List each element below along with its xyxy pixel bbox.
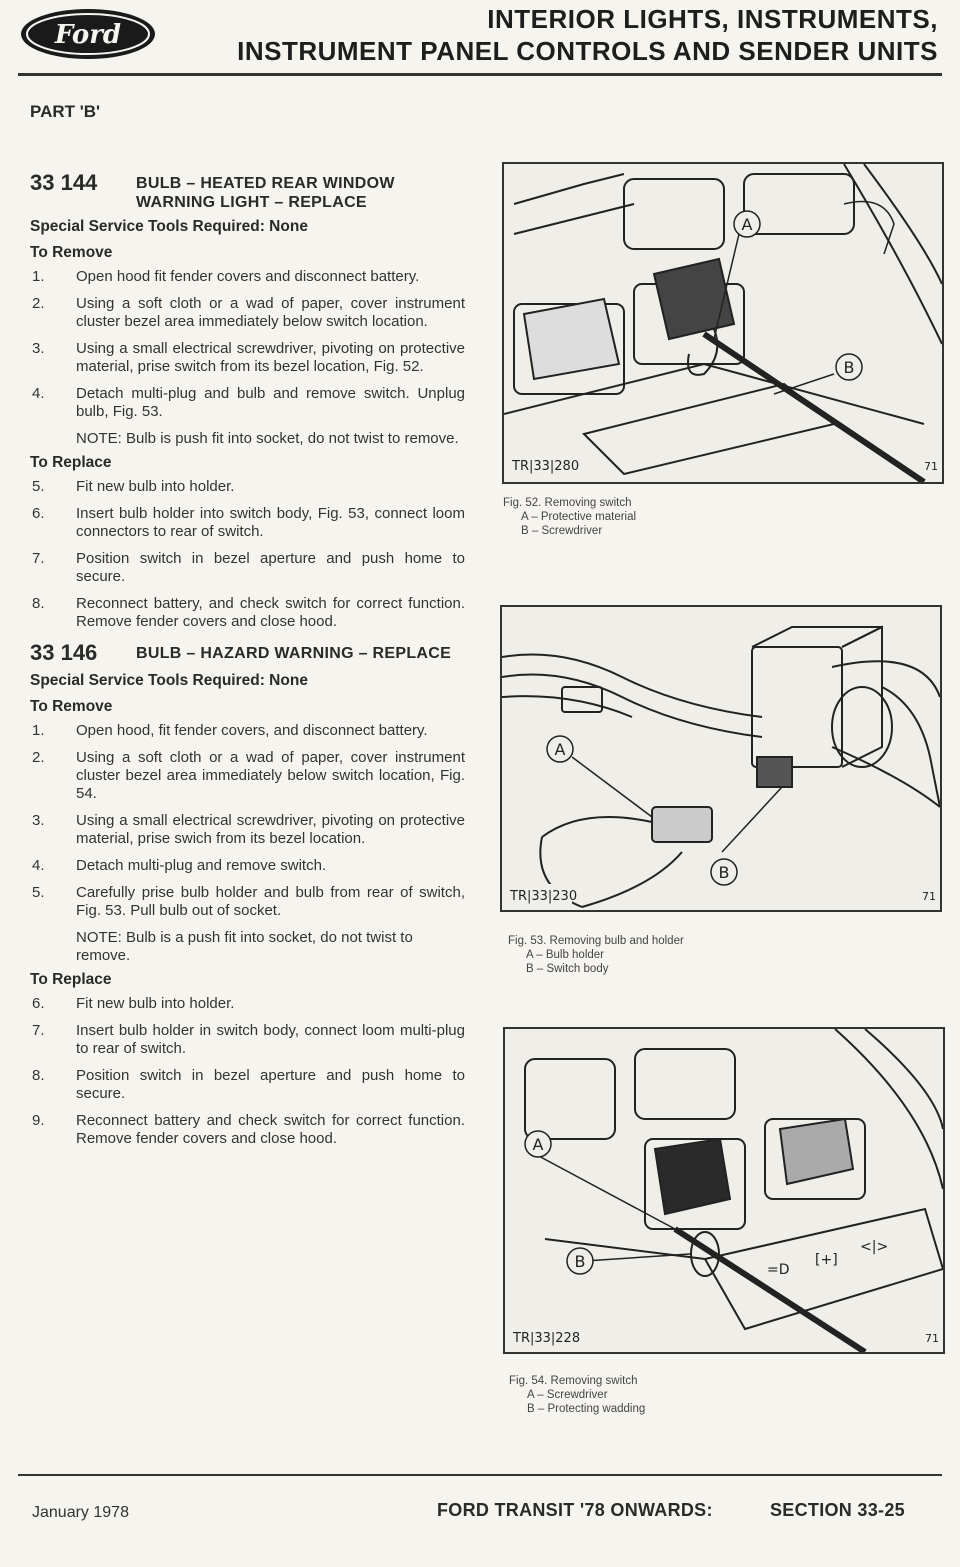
section-heading (30, 170, 465, 212)
step-text: Reconnect battery, and check switch for correct function. Remove fender covers and close hood. (76, 595, 465, 630)
step-text: Fit new bulb into holder. (76, 995, 235, 1012)
step-text: Insert bulb holder into switch body, Fig. 53, connect loom connectors to rear of switch. (76, 505, 465, 540)
step-text: Fit new bulb into holder. (76, 478, 235, 495)
section-number: 33 144 (30, 170, 98, 195)
page-title-line-2: INSTRUMENT PANEL CONTROLS AND SENDER UNITS (237, 36, 938, 66)
caption-title: Fig. 53. Removing bulb and holder (508, 935, 684, 947)
step-number: 2. (32, 295, 45, 312)
step-number: 7. (32, 550, 45, 567)
note: NOTE: Bulb is push fit into socket, do not twist to remove. (76, 430, 459, 447)
step-text: Open hood fit fender covers and disconnect battery. (76, 268, 420, 285)
instructions-column (30, 170, 465, 1157)
step-number: 7. (32, 1022, 45, 1039)
footer-date: January 1978 (32, 1504, 129, 1521)
step-number: 3. (32, 340, 45, 357)
to-remove-heading: To Remove (30, 244, 113, 261)
step-text: Position switch in bezel aperture and push home to secure. (76, 550, 465, 585)
step (30, 1067, 465, 1103)
section-number: 33 146 (30, 640, 98, 665)
caption-title: Fig. 54. Removing switch (509, 1375, 638, 1387)
step-number: 3. (32, 812, 45, 829)
figure-ref: TR|33|230 (510, 889, 578, 904)
figure-corner-mark: 71 (922, 890, 936, 903)
caption-item: B – Switch body (526, 963, 609, 975)
svg-text:<|>: <|> (860, 1239, 889, 1255)
step-text: Using a small electrical screwdriver, pivoting on protective material, prise switch from its bezel location, Fig. 52. (76, 340, 465, 375)
step-number: 5. (32, 478, 45, 495)
step (30, 340, 465, 376)
step (30, 1112, 465, 1148)
step-text: Using a small electrical screwdriver, pivoting on protective material, prise swich from its bezel location. (76, 812, 465, 847)
ford-logo (18, 6, 158, 62)
figure-53-caption (508, 934, 684, 976)
step (30, 550, 465, 586)
caption-item: A – Screwdriver (527, 1389, 608, 1401)
step (30, 385, 465, 421)
step (30, 505, 465, 541)
callout-b: B (718, 863, 730, 882)
step-number: 4. (32, 857, 45, 874)
step-text: Using a soft cloth or a wad of paper, cover instrument cluster bezel area immediately below switch location. (76, 295, 465, 330)
step-number: 6. (32, 995, 45, 1012)
figure-53-illustration (500, 605, 942, 912)
step-number: 1. (32, 722, 45, 739)
step-number: 5. (32, 884, 45, 901)
to-replace-heading: To Replace (30, 454, 112, 471)
step-text: Carefully prise bulb holder and bulb from rear of switch, Fig. 53. Pull bulb out of socket. (76, 884, 465, 919)
step-number: 6. (32, 505, 45, 522)
caption-item: A – Bulb holder (526, 949, 605, 961)
section-title: BULB – HAZARD WARNING – REPLACE (136, 645, 452, 662)
figure-ref: TR|33|280 (512, 459, 580, 474)
figure-52-illustration (502, 162, 944, 484)
step (30, 812, 465, 848)
figure-corner-mark: 71 (924, 460, 938, 473)
step-text: Detach multi-plug and remove switch. (76, 857, 327, 874)
step (30, 857, 465, 875)
caption-item: A – Protective material (521, 511, 637, 523)
step (30, 268, 465, 286)
step-text: Detach multi-plug and bulb and remove switch. Unplug bulb, Fig. 53. (76, 385, 465, 420)
to-remove-heading: To Remove (30, 698, 113, 715)
figure-54-illustration (503, 1027, 945, 1354)
callout-b: B (574, 1252, 586, 1271)
step-text: Reconnect battery and check switch for correct function. Remove fender covers and close hood. (76, 1112, 465, 1147)
callout-a: A (741, 215, 753, 234)
step (30, 995, 465, 1013)
step (30, 478, 465, 496)
step-text: Using a soft cloth or a wad of paper, cover instrument cluster bezel area immediately below switch location, Fig. 54. (76, 749, 465, 802)
logo-text: Ford (54, 20, 122, 50)
callout-a: A (554, 740, 566, 759)
svg-text:=D: =D (767, 1262, 790, 1278)
footer-section: SECTION 33-25 (770, 1500, 905, 1520)
page-title-line-1: INTERIOR LIGHTS, INSTRUMENTS, (487, 4, 938, 34)
footer-publication: FORD TRANSIT '78 ONWARDS: (437, 1500, 713, 1520)
step (30, 722, 465, 740)
figure-54-caption (509, 1374, 645, 1416)
step-number: 9. (32, 1112, 45, 1129)
figure-52-caption (503, 496, 636, 538)
step-number: 1. (32, 268, 45, 285)
figure-corner-mark: 71 (925, 1332, 939, 1345)
section-heading (30, 640, 465, 666)
caption-item: B – Screwdriver (521, 525, 603, 537)
step (30, 884, 465, 920)
note: NOTE: Bulb is a push fit into socket, do not twist to remove. (76, 929, 413, 964)
special-tools: Special Service Tools Required: None (30, 672, 308, 689)
step (30, 749, 465, 803)
footer-divider (18, 1474, 942, 1476)
svg-text:[+]: [+] (815, 1252, 838, 1268)
part-label: PART 'B' (30, 102, 101, 121)
callout-b: B (843, 358, 855, 377)
figure-ref: TR|33|228 (513, 1331, 581, 1346)
callout-a: A (532, 1135, 544, 1154)
step-number: 2. (32, 749, 45, 766)
step (30, 295, 465, 331)
step-number: 4. (32, 385, 45, 402)
to-replace-heading: To Replace (30, 971, 112, 988)
step-number: 8. (32, 595, 45, 612)
step (30, 1022, 465, 1058)
step-number: 8. (32, 1067, 45, 1084)
header-divider (18, 73, 942, 76)
caption-item: B – Protecting wadding (527, 1403, 646, 1415)
step (30, 595, 465, 631)
caption-title: Fig. 52. Removing switch (503, 497, 632, 509)
step-text: Open hood, fit fender covers, and disconnect battery. (76, 722, 428, 739)
section-title: BULB – HEATED REAR WINDOW WARNING LIGHT – REPLACE (136, 175, 395, 211)
step-text: Position switch in bezel aperture and push home to secure. (76, 1067, 465, 1102)
special-tools: Special Service Tools Required: None (30, 218, 308, 235)
step-text: Insert bulb holder in switch body, connect loom multi-plug to rear of switch. (76, 1022, 465, 1057)
